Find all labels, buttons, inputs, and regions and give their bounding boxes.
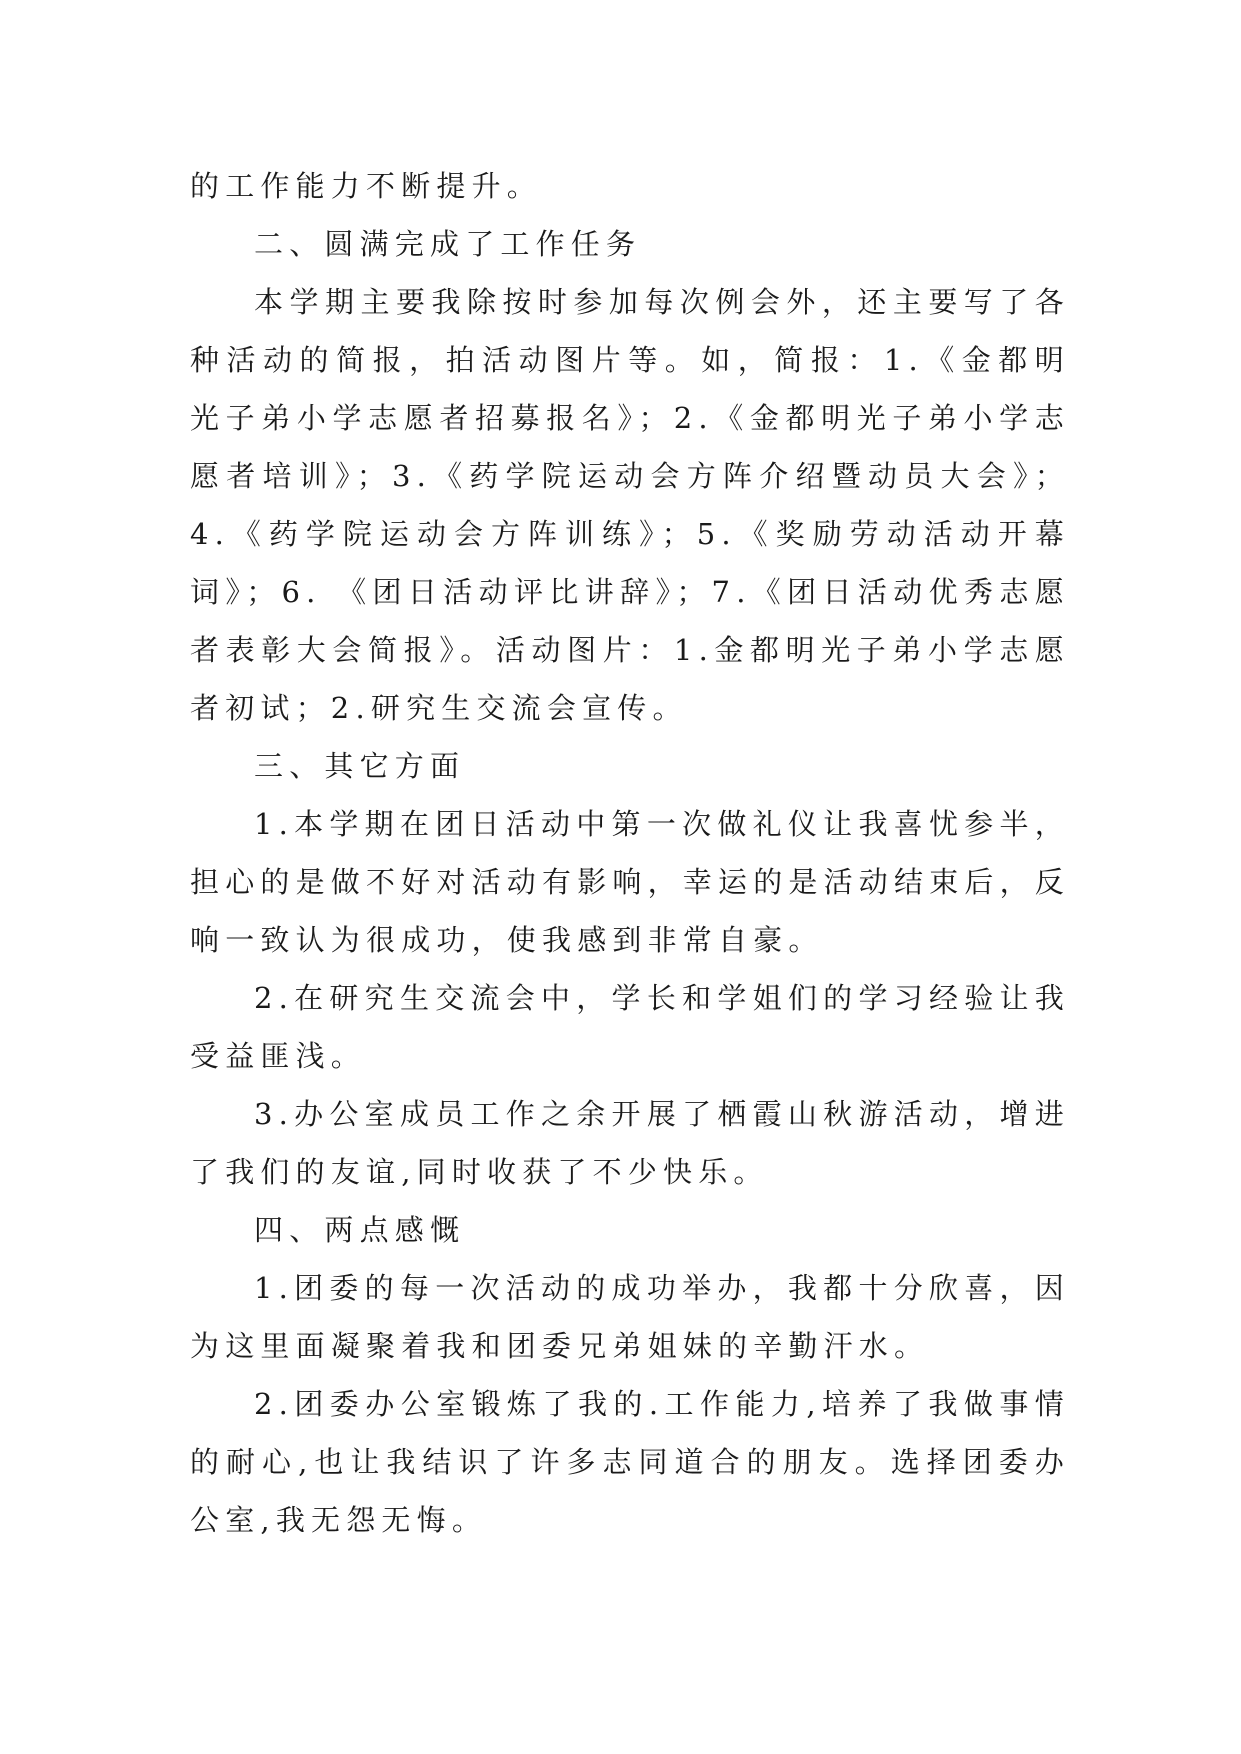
- paragraph-reflection-2: 2.团委办公室锻炼了我的.工作能力,培养了我做事情的耐心,也让我结识了许多志同道合的朋友。选择团委办公室,我无怨无悔。: [190, 1387, 1070, 1537]
- paragraph-continuation: 的工作能力不断提升。: [190, 169, 543, 203]
- paragraph-other-1: 1.本学期在团日活动中第一次做礼仪让我喜忧参半，担心的是做不好对活动有影响，幸运的是活动结束后，反响一致认为很成功，使我感到非常自豪。: [190, 807, 1071, 957]
- section-heading-4: 四、两点感慨: [254, 1213, 466, 1247]
- section-heading-3: 三、其它方面: [254, 749, 466, 783]
- paragraph-other-2: 2.在研究生交流会中，学长和学姐们的学习经验让我受益匪浅。: [190, 981, 1070, 1073]
- paragraph-other-3: 3.办公室成员工作之余开展了栖霞山秋游活动，增进了我们的友谊,同时收获了不少快乐。: [190, 1097, 1070, 1189]
- document-body: [190, 157, 1070, 1549]
- paragraph-reflection-1: 1.团委的每一次活动的成功举办，我都十分欣喜，因为这里面凝聚着我和团委兄弟姐妹的辛勤汗水。: [190, 1271, 1070, 1363]
- paragraph-work-tasks: 本学期主要我除按时参加每次例会外，还主要写了各种活动的简报，拍活动图片等。如，简报：1.《金都明光子弟小学志愿者招募报名》；2.《金都明光子弟小学志愿者培训》；3.《药学院运动会方阵介绍暨动员大会》；4.《药学院运动会方阵训练》；5.《奖励劳动活动开幕词》；6. 《团日活动评比讲辞》；7.《团日活动优秀志愿者表彰大会简报》。活动图片：1.金都明光子弟小学志愿者初试；2.研究生交流会宣传。: [190, 285, 1070, 725]
- section-heading-2: 二、圆满完成了工作任务: [254, 227, 642, 261]
